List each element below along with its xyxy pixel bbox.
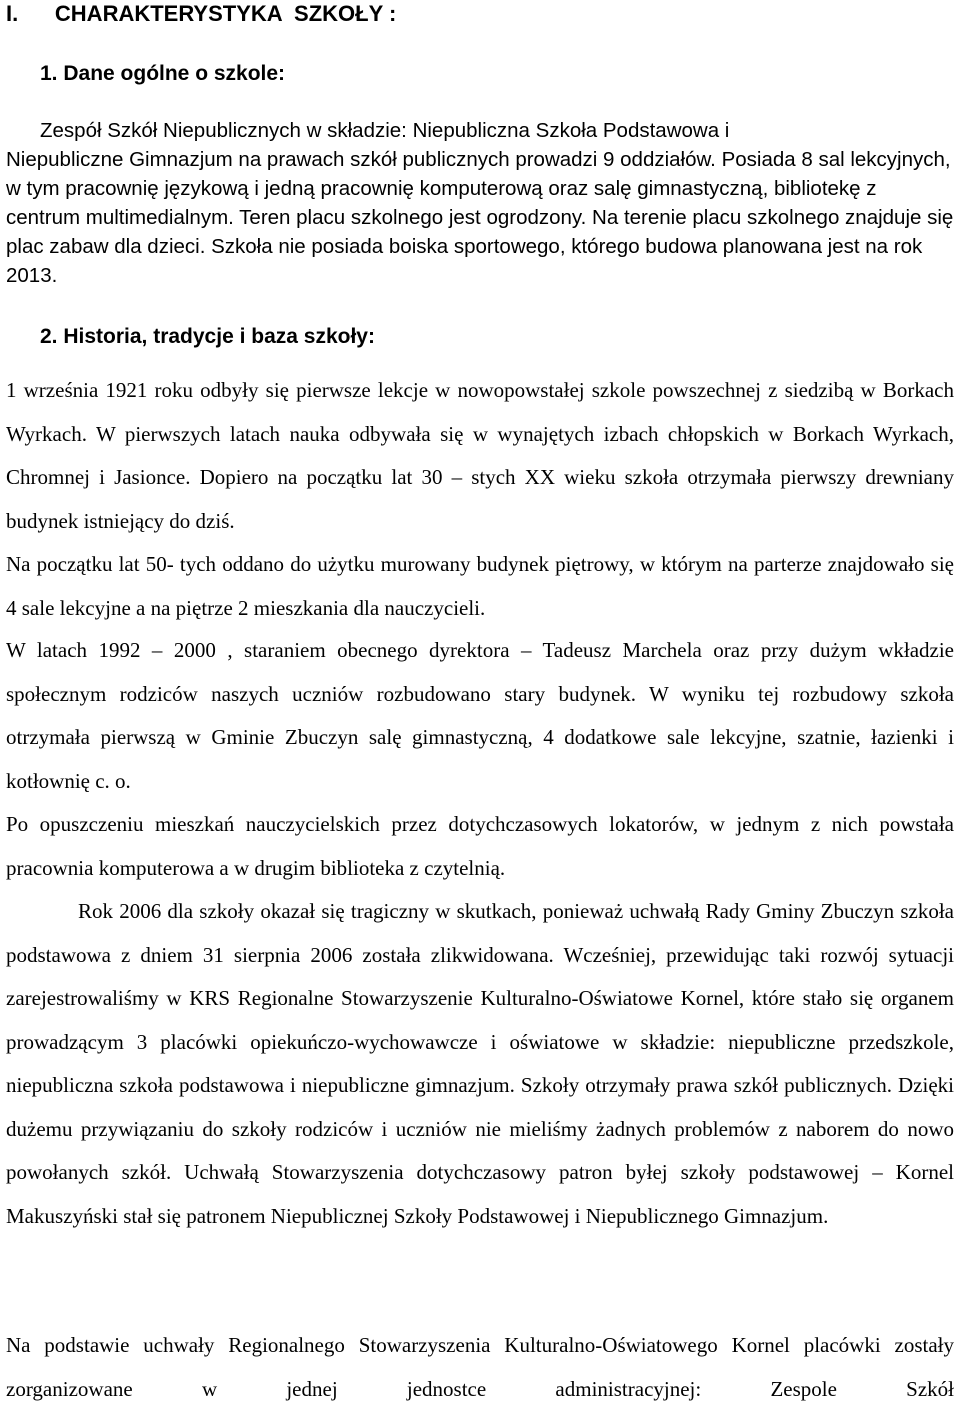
history-paragraph-1921: 1 września 1921 roku odbyły się pierwsze lekcje w nowopowstałej szkole powszechnej z siedzibą w Borkach Wyrkach. W pierwszych latach nauka odbywała się w wynajętych izbach chłopskich w Borkach Wyrkach, Chromnej i Jasionce. Dopiero na początku lat 30 – stych XX wieku szkoła otrzymała pierwszy drewniany budynek istniejący do dziś. — [6, 378, 954, 533]
school-general-info-rest: Niepubliczne Gimnazjum na prawach szkół publicznych prowadzi 9 oddziałów. Posiada 8 sal lekcyjnych, w tym pracownię językową i jedną pracownię komputerową oraz salę gimnastyczną, bibliotekę z centrum multimedialnym. Teren placu szkolnego jest ogrodzony. Na terenie placu szkolnego znajduje się plac zabaw dla dzieci. Szkoła nie posiada boiska sportowego, którego budowa planowana jest na rok 2013. — [6, 148, 954, 287]
history-paragraph-computer-lab: Po opuszczeniu mieszkań nauczycielskich przez dotychczasowych lokatorów, w jednym z nich powstała pracownia komputerowa a w drugim biblioteka z czytelnią. — [6, 812, 954, 880]
school-general-info-first-line: Zespół Szkół Niepublicznych w składzie: Niepubliczna Szkoła Podstawowa i — [40, 119, 730, 142]
history-paragraph-organization: Na podstawie uchwały Regionalnego Stowarzyszenia Kulturalno-Oświatowego Kornel placówki zostały zorganizowane w jednej jednostce administracyjnej: Zespole Szkół — [6, 1333, 954, 1401]
school-general-info-paragraph — [6, 116, 954, 290]
subsection-1-heading: 1. Dane ogólne o szkole: — [40, 62, 286, 85]
section-heading: I. CHARAKTERYSTYKA SZKOŁY : — [6, 1, 397, 26]
subsection-2-heading: 2. Historia, tradycje i baza szkoły: — [40, 325, 375, 348]
history-paragraph-2006: Rok 2006 dla szkoły okazał się tragiczny w skutkach, ponieważ uchwałą Rady Gminy Zbuczyn szkoła podstawowa z dniem 31 sierpnia 2006 została zlikwidowana. Wcześniej, przewidując taki rozwój sytuacji zarejestrowaliśmy w KRS Regionalne Stowarzyszenie Kulturalno-Oświatowe Kornel, które stało się organem prowadzącym 3 placówki opiekuńczo-wychowawcze i oświatowe w składzie: niepubliczne przedszkole, niepubliczna szkoła podstawowa i niepubliczne gimnazjum. Szkoły otrzymały prawa szkół publicznych. Dzięki dużemu przywiązaniu do szkoły rodziców i uczniów nie mieliśmy żadnych problemów z naborem do nowo powołanych szkół. Uchwałą Stowarzyszenia dotychczasowy patron byłej szkoły podstawowej – Kornel Makuszyński stał się patronem Niepublicznej Szkoły Podstawowej i Niepublicznego Gimnazjum. — [6, 899, 954, 1228]
history-paragraph-1950s: Na początku lat 50- tych oddano do użytku murowany budynek piętrowy, w którym na parterze znajdowało się 4 sale lekcyjne a na piętrze 2 mieszkania dla nauczycieli. — [6, 552, 954, 620]
history-paragraph-1992-2000: W latach 1992 – 2000 , staraniem obecnego dyrektora – Tadeusz Marchela oraz przy dużym wkładzie społecznym rodziców naszych uczniów rozbudowano stary budynek. W wyniku tej rozbudowy szkoła otrzymała pierwszą w Gminie Zbuczyn salę gimnastyczną, 4 dodatkowe sale lekcyjne, szatnie, łazienki i kotłownię c. o. — [6, 638, 954, 793]
